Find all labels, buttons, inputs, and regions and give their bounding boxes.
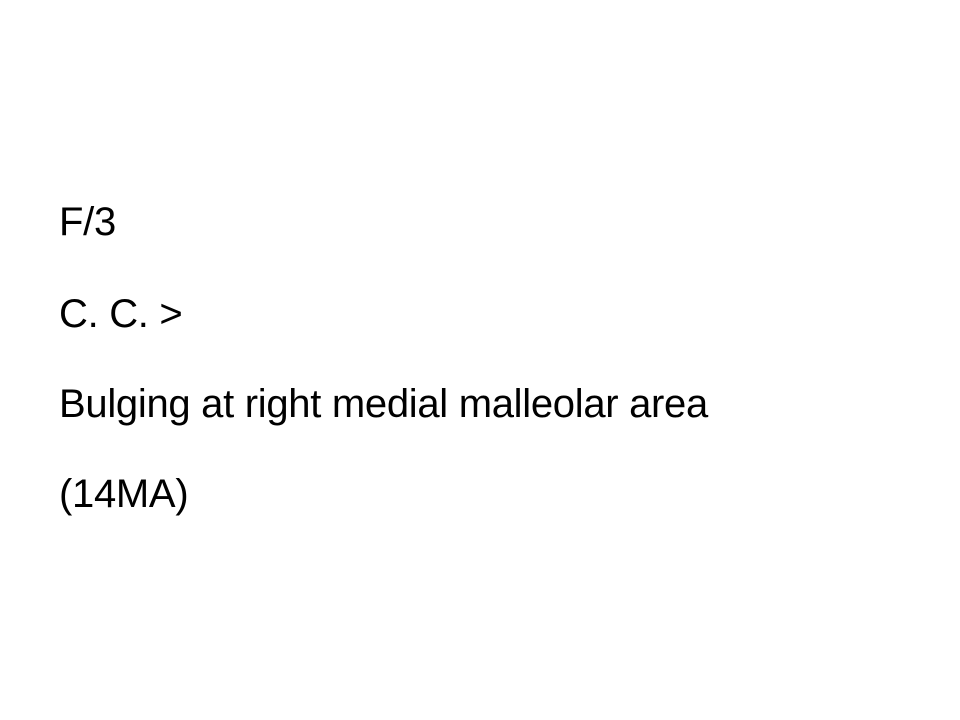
age-note-text: (14MA): [59, 472, 189, 516]
complaint-description-text: Bulging at right medial malleolar area: [59, 382, 708, 426]
chief-complaint-label: C. C. >: [59, 292, 183, 336]
patient-info-text: F/3: [59, 200, 116, 244]
